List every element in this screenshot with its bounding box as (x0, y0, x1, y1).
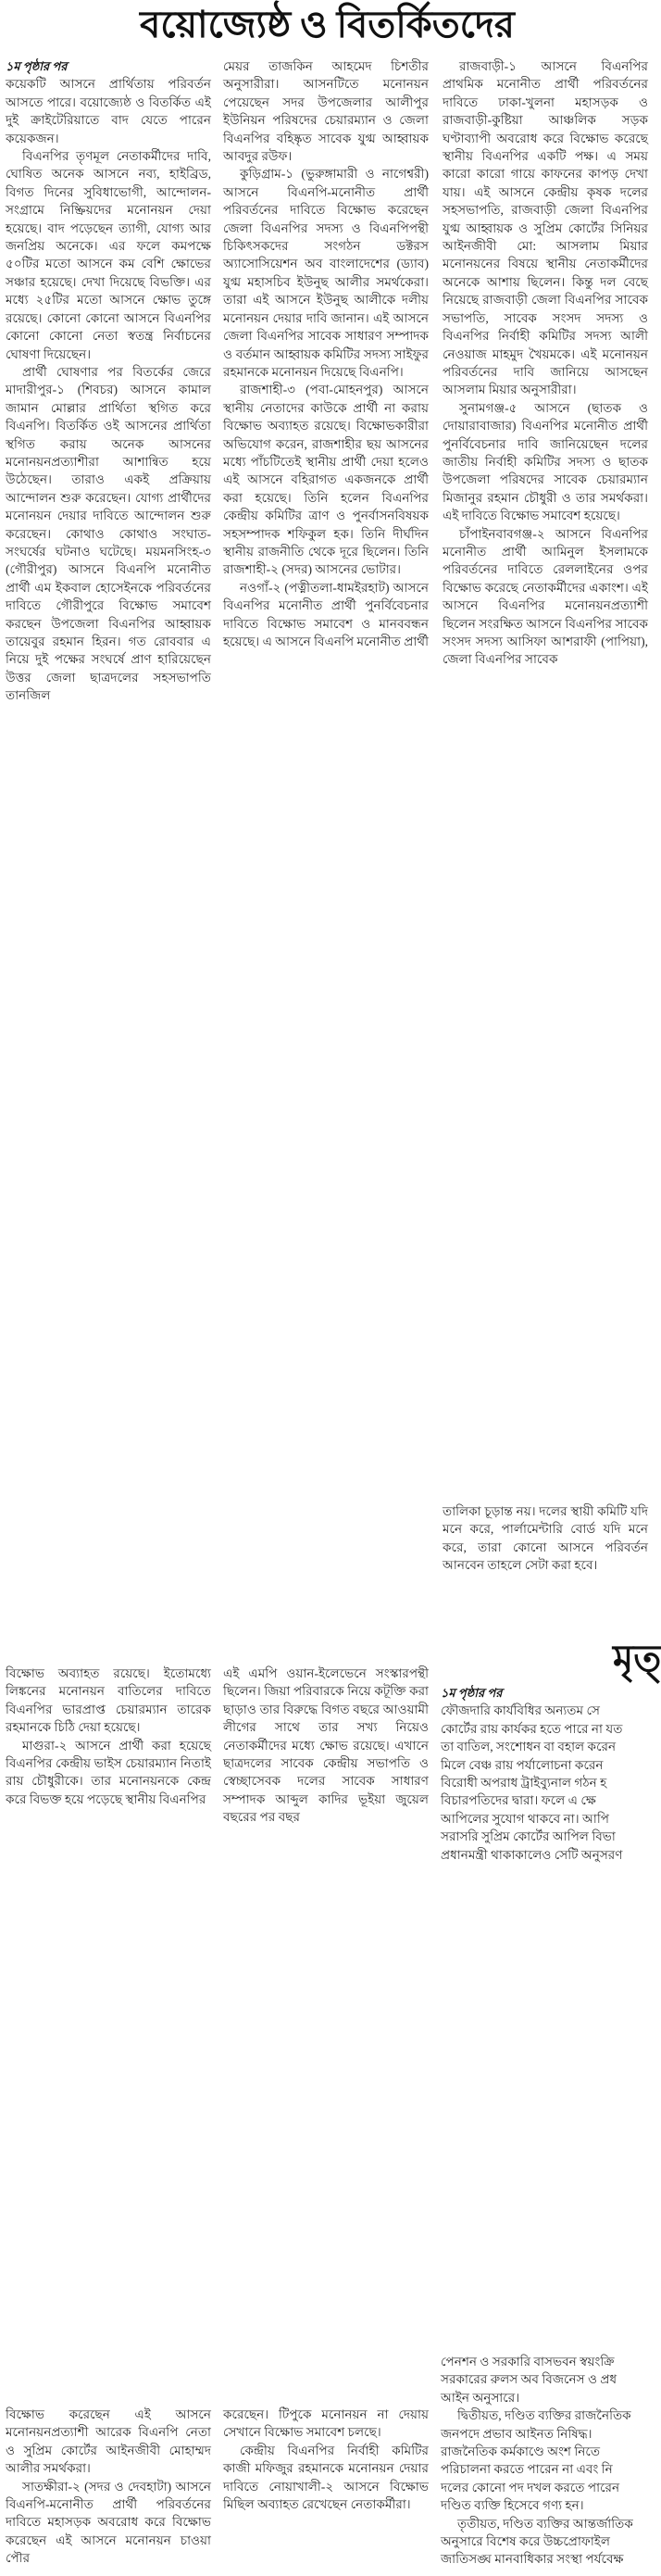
text-line: পরিচালনা করতে পারেন না এবং নি (441, 2462, 613, 2477)
column-1-top (6, 57, 211, 705)
paragraph: কুড়িগ্রাম-১ (ভুরুঙ্গামারী ও নাগেশ্বরী) আসনে বিএনপি-মনোনীত প্রার্থী পরিবর্তনের দাবিতে বিক্ষোভ করেছেন জেলা বিএনপির সদস্য ও বিএনপিপন্থী চিকিৎসকদের সংগঠন ডক্টরস অ্যাসোসিয়েশন অব বাংলাদেশের (ড্যাব) যুগ্ম মহাসচিব ইউনুছ আলীর সমর্থকেরা। তারা এই আসনে ইউনুছ আলীকে দলীয় মনোনয়ন দেয়ার দাবি জানান। এই আসনে জেলা বিএনপির সাবেক সাধারণ সম্পাদক ও বর্তমান আহ্বায়ক কমিটির সদস্য সাইফুর রহমানকে মনোনয়ন দিয়েছে বিএনপি। (223, 167, 429, 379)
text-line: ফৌজদারি কার্যবিধির অন্যতম সে (441, 1703, 600, 1718)
text-line: রাজনৈতিক কর্মকাণ্ডে অংশ নিতে (441, 2444, 601, 2459)
text-line: তা বাতিল, সংশোধন বা বহাল করেন (441, 1740, 617, 1754)
text-line: সরাসরি সুপ্রিম কোর্টের আপিল বিভা (441, 1829, 616, 1844)
paragraph: সুনামগঞ্জ-৫ আসনে (ছাতক ও দোয়ারাবাজার) বিএনপির মনোনীত প্রার্থী পুনর্বিবেচনার দাবি জানিয়েছেন দলের জাতীয় নির্বাহী কমিটির সদস্য ও ছাতক উপজেলা পরিষদের সাবেক চেয়ারম্যান মিজানুর রহমান চৌধুরী ও তার সমর্থকরা। এই দাবিতে বিক্ষোভ সমাবেশ হয়েছে। (443, 400, 648, 523)
second-article-headline: মৃত্ (613, 1638, 661, 1679)
paragraph: সাতক্ষীরা-২ (সদর ও দেবহাটা) আসনে বিএনপি-মনোনীত প্রার্থী পরিবর্তনের দাবিতে মহাসড়ক অবরোধ করে বিক্ষোভ করেছেন এই আসনে মনোনয়ন চাওয়া পৌর (6, 2479, 211, 2566)
text-line: আপিলের সুযোগ থাকবে না। আপি (441, 1811, 609, 1826)
second-article-bottom (441, 2353, 655, 2575)
paragraph: প্রার্থী ঘোষণার পর বিতর্কের জেরে মাদারীপুর-১ (শিবচর) আসনে কামাল জামান মোল্লার প্রার্থিতা স্থগিত করে বিএনপি। বিতর্কিত ওই আসনের প্রার্থিতা স্থগিত করায় অনেক আসনের মনোনয়নপ্রত্যাশীরা আশান্বিত হয়ে উঠেছেন। তারাও একই প্রক্রিয়ায় আন্দোলন শুরু করেছেন। যোগ্য প্রার্থীদের মনোনয়ন দেয়ার দাবিতে আন্দোলন শুরু করেছেন। কোথাও কোথাও সংঘাত-সংঘর্ষের ঘটনাও ঘটেছে। ময়মনসিংহ-৩ (গৌরীপুর) আসনে বিএনপি মনোনীত প্রার্থী এম ইকবাল হোসেইনকে পরিবর্তনের দাবিতে গৌরীপুরে বিক্ষোভ সমাবেশ করছেন উপজেলা বিএনপির আহ্বায়ক তায়েবুর রহমান হিরন। গত রোববার এ নিয়ে দুই পক্ষের সংঘর্ষে প্রাণ হারিয়েছেন উত্তর জেলা ছাত্রদলের সহসভাপতি তানজিল (6, 364, 211, 703)
paragraph: বিক্ষোভ অব্যাহত রয়েছে। ইতোমধ্যে লিঙ্কনের মনোনয়ন বাতিলের দাবিতে বিএনপির ভারপ্রাপ্ত চেয়ারম্যান তারেক রহমানকে চিঠি দেয়া হয়েছে। (6, 1666, 211, 1735)
paragraph: মেয়র তাজকিন আহমেদ চিশতীর অনুসারীরা। আসনটিতে মনোনয়ন পেয়েছেন সদর উপজেলার আলীপুর ইউনিয়ন পরিষদের চেয়ারম্যান ও জেলা বিএনপির বহিষ্কৃত সাবেক যুগ্ম আহ্বায়ক আবদুর রউফ। (223, 59, 429, 164)
paragraph: বিক্ষোভ করেছেন এই আসনে মনোনয়নপ্রত্যাশী আরেক বিএনপি নেতা ও সুপ্রিম কোর্টের আইনজীবী মোহাম্মদ আলীর সমর্থকরা। (6, 2407, 211, 2476)
text-line: প্রধানমন্ত্রী থাকাকালেও সেটি অনুসরণ (441, 1847, 623, 1862)
column-3-top (443, 57, 648, 669)
text-line: বিরোধী অপরাধ ট্রাইব্যুনাল গঠন হ (441, 1776, 607, 1791)
paragraph: বিএনপির তৃণমূল নেতাকর্মীদের দাবি, ঘোষিত অনেক আসনে নব্য, হাইব্রিড, বিগত দিনের সুবিধাভোগী, আন্দোলন-সংগ্রামে নিষ্ক্রিয়দের মনোনয়ন দেয়া হয়েছে। বাদ পড়েছেন ত্যাগী, যোগ্য আর জনপ্রিয় অনেকে। এর ফলে কমপক্ষে ৫০টির মতো আসনে কম বেশি ক্ষোভের সঞ্চার হয়েছে। দেখা দিয়েছে বিভক্তি। এর মধ্যে ২৫টির মতো আসনে ক্ষোভ তুঙ্গে রয়েছে। কোনো কোনো আসনে বিএনপির কোনো কোনো নেতা স্বতন্ত্র নির্বাচনের ঘোষণা দিয়েছেন। (6, 149, 211, 361)
text-line: জাতিসঙ্ঘ মানবাধিকার সংস্থা পর্যবেক্ষ (441, 2552, 624, 2567)
second-article-top (441, 1684, 655, 1866)
column-2-bottom (223, 2406, 429, 2513)
text-line: দণ্ডিত ব্যক্তি হিসেবে গণ্য হন। (441, 2498, 584, 2513)
paragraph: রাজবাড়ী-১ আসনে বিএনপির প্রাথমিক মনোনীত প্রার্থী পরিবর্তনের দাবিতে ঢাকা-খুলনা মহাসড়ক ও রাজবাড়ী-কুষ্টিয়া আঞ্চলিক সড়ক ঘণ্টাব্যাপী অবরোধ করে বিক্ষোভ করেছে স্থানীয় বিএনপির একটি পক্ষ। এ সময় কারো কারো গায়ে কাফনের কাপড় দেখা যায়। এই আসনে কেন্দ্রীয় কৃষক দলের সহসভাপতি, রাজবাড়ী জেলা বিএনপির যুগ্ম আহ্বায়ক ও সুপ্রিম কোর্টের সিনিয়র আইনজীবী মো: আসলাম মিয়ার মনোনয়নের বিষয়ে স্থানীয় নেতাকর্মীদের অনেকে আশায় ছিলেন। কিন্তু দল বেছে নিয়েছে রাজবাড়ী জেলা বিএনপির সাবেক সভাপতি, সাবেক সংসদ সদস্য ও বিএনপির নির্বাহী কমিটির সদস্য আলী নেওয়াজ মাহমুদ খৈয়মকে। এই মনোনয়ন পরিবর্তনের দাবি জানিয়ে আসছেন আসলাম মিয়ার অনুসারীরা। (443, 59, 648, 397)
column-3-article-end (443, 1502, 648, 1575)
text-line: বিচারপতিদের দ্বারা। ফলে এ ক্ষে (441, 1793, 596, 1808)
article-headline: বয়োজ্যেষ্ঠ ও বিতর্কিতদের (140, 4, 515, 45)
column-1-middle (6, 1665, 211, 1808)
column-2-top (223, 57, 429, 650)
continued-label: ১ম পৃষ্ঠার পর (6, 59, 68, 73)
text-line: পেনশন ও সরকারি বাসভবন স্বয়ংক্রি (441, 2355, 615, 2369)
text-line: অনুসারে বিশেষ করে উচ্চপ্রোফাইল (441, 2534, 610, 2549)
paragraph: মাগুরা-২ আসনে প্রার্থী করা হয়েছে বিএনপির কেন্দ্রীয় ভাইস চেয়ারম্যান নিতাই রায় চৌধুরীকে। তার মনোনয়নকে কেন্দ্র করে বিভক্ত হয়ে পড়েছে স্থানীয় বিএনপির (6, 1738, 211, 1806)
paragraph: নওগাঁ-২ (পত্নীতলা-ধামইরহাট) আসনে বিএনপির মনোনীত প্রার্থী পুনর্বিবেচনার দাবিতে বিক্ষোভ সমাবেশ ও মানববন্ধন হয়েছে। এ আসনে বিএনপি মনোনীত প্রার্থী (223, 580, 429, 648)
paragraph: এই এমপি ওয়ান-ইলেভেনে সংস্কারপন্থী ছিলেন। জিয়া পরিবারকে নিয়ে কটূক্তি করা ছাড়াও তার বিরুদ্ধে বিগত বছরে আওয়ামী লীগের সাথে তার সখ্য নিয়েও নেতাকর্মীদের মধ্যে ক্ষোভ রয়েছে। এখানে ছাত্রদলের সাবেক কেন্দ্রীয় সভাপতি ও স্বেচ্ছাসেবক দলের সাবেক সাধারণ সম্পাদক আব্দুল কাদির ভূইয়া জুয়েল বছরের পর বছর (223, 1666, 429, 1825)
column-1-bottom (6, 2406, 211, 2568)
paragraph: করেছেন। টিপুকে মনোনয়ন না দেয়ায় সেখানে বিক্ষোভ সমাবেশ চলছে। (223, 2407, 429, 2440)
text-line: কোর্টের রায় কার্যকর হতে পারে না যত (441, 1721, 623, 1736)
paragraph: কেন্দ্রীয় বিএনপির নির্বাহী কমিটির কাজী মফিজুর রহমানকে মনোনয়ন দেয়ার দাবিতে নোয়াখালী-২ আসনে বিক্ষোভ মিছিল অব্যাহত রেখেছেন নেতাকর্মীরা। (223, 2443, 429, 2512)
continued-label: ১ম পৃষ্ঠার পর (441, 1686, 503, 1700)
text-line: তৃতীয়ত, দণ্ডিত ব্যক্তির আন্তর্জাতিক (457, 2516, 633, 2531)
text-line: দলের কোনো পদ দখল করতে পারেন (441, 2480, 620, 2494)
paragraph: রাজশাহী-৩ (পবা-মোহনপুর) আসনে স্থানীয় নেতাদের কাউকে প্রার্থী না করায় বিক্ষোভ অব্যাহত রয়েছে। বিক্ষোভকারীরা অভিযোগ করেন, রাজশাহীর ছয় আসনের মধ্যে পাঁচটিতেই স্থানীয় প্রার্থী দেয়া হলেও এই আসনে বহিরাগত একজনকে প্রার্থী করা হয়েছে। তিনি হলেন বিএনপির কেন্দ্রীয় কমিটির ত্রাণ ও পুনর্বাসনবিষয়ক সহসম্পাদক শফিকুল হক। তিনি দীর্ঘদিন স্থানীয় রাজনীতি থেকে দূরে ছিলেন। তিনি রাজশাহী-২ (সদর) আসনের ভোটার। (223, 383, 429, 577)
text-line: সরকারের রুলস অব বিজনেস ও প্রধ (441, 2372, 617, 2387)
text-line: আইন অনুসারে। (441, 2390, 520, 2405)
paragraph: তালিকা চূড়ান্ত নয়। দলের স্থায়ী কমিটি যদি মনে করে, পার্লামেন্টারি বোর্ড যদি মনে করে, তারা কোনো আসনে পরিবর্তন আনবেন তাহলে সেটা করা হবে। (443, 1504, 648, 1573)
paragraph: চাঁপাইনবাবগঞ্জ-২ আসনে বিএনপির মনোনীত প্রার্থী আমিনুল ইসলামকে পরিবর্তনের দাবিতে রেললাইনের ওপর বিক্ষোভ করেছে নেতাকর্মীদের একাংশ। এই আসনে বিএনপির মনোনয়নপ্রত্যাশী ছিলেন সংরক্ষিত আসনে বিএনপির সাবেক সংসদ সদস্য আসিফা আশরাফী (পাপিয়া), জেলা বিএনপির সাবেক (443, 526, 648, 667)
text-line: মিলে বেঞ্চ রায় পর্যালোচনা করেন (441, 1757, 604, 1772)
text-line: জনপদে প্রভাব আইনত নিষিদ্ধ। (441, 2426, 592, 2441)
column-2-middle (223, 1665, 429, 1827)
paragraph: কয়েকটি আসনে প্রার্থিতায় পরিবর্তন আসতে পারে। বয়োজ্যেষ্ঠ ও বিতর্কিত এই দুই ক্রাইটেরিয়াতে বাদ যেতে পারেন কয়েকজন। (6, 77, 211, 145)
text-line: দ্বিতীয়ত, দণ্ডিত ব্যক্তির রাজনৈতিক (457, 2408, 631, 2423)
